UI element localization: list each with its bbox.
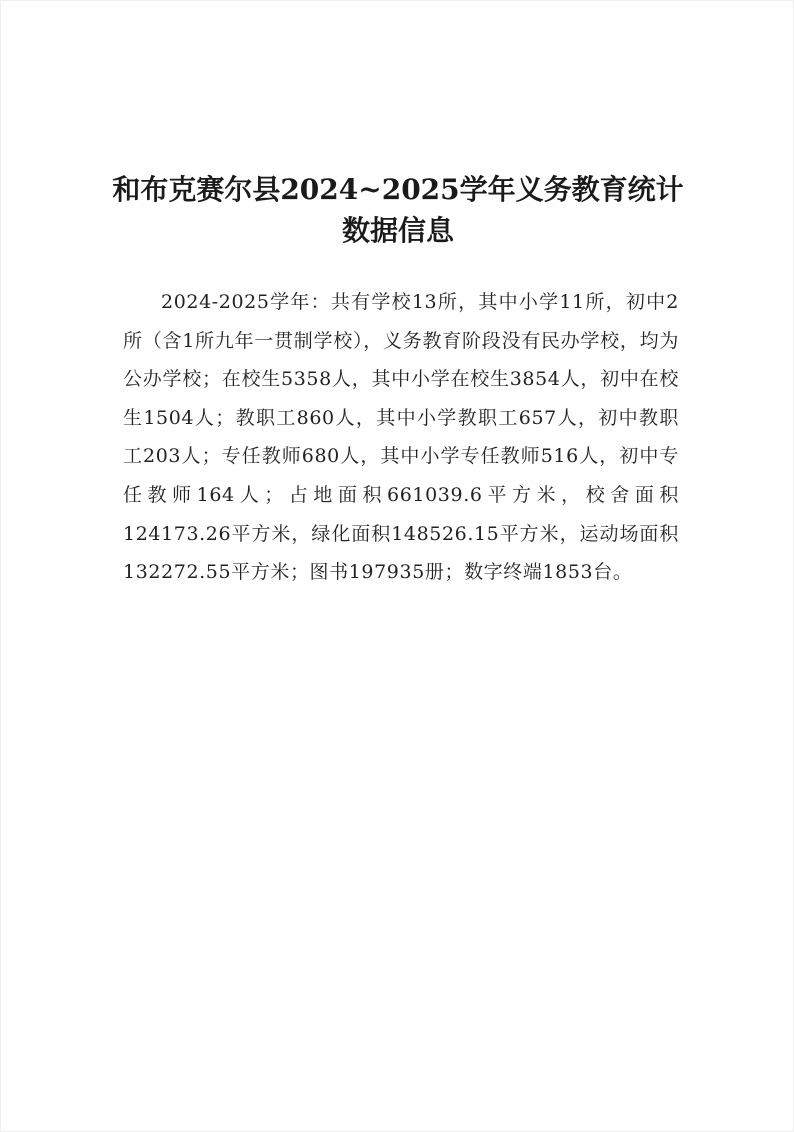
document-title-line-1: 和布克赛尔县2024~2025学年义务教育统计 bbox=[112, 173, 684, 206]
document-title-line-2: 数据信息 bbox=[341, 214, 454, 247]
document-body-paragraph: 2024-2025学年：共有学校13所，其中小学11所，初中2所（含1所九年一贯制学校），义务教育阶段没有民办学校，均为公办学校；在校生5358人，其中小学在校生3854人，初中在校生1504人；教职工860人，其中小学教职工657人，初中教职工203人；专任教师680人，其中小学专任教师516人，初中专任教师164人；占地面积661039.6平方米，校舍面积124173.26平方米，绿化面积148526.15平方米，运动场面积132272.55平方米；图书197935册；数字终端1853台。 bbox=[123, 291, 679, 584]
document-title bbox=[101, 169, 695, 251]
